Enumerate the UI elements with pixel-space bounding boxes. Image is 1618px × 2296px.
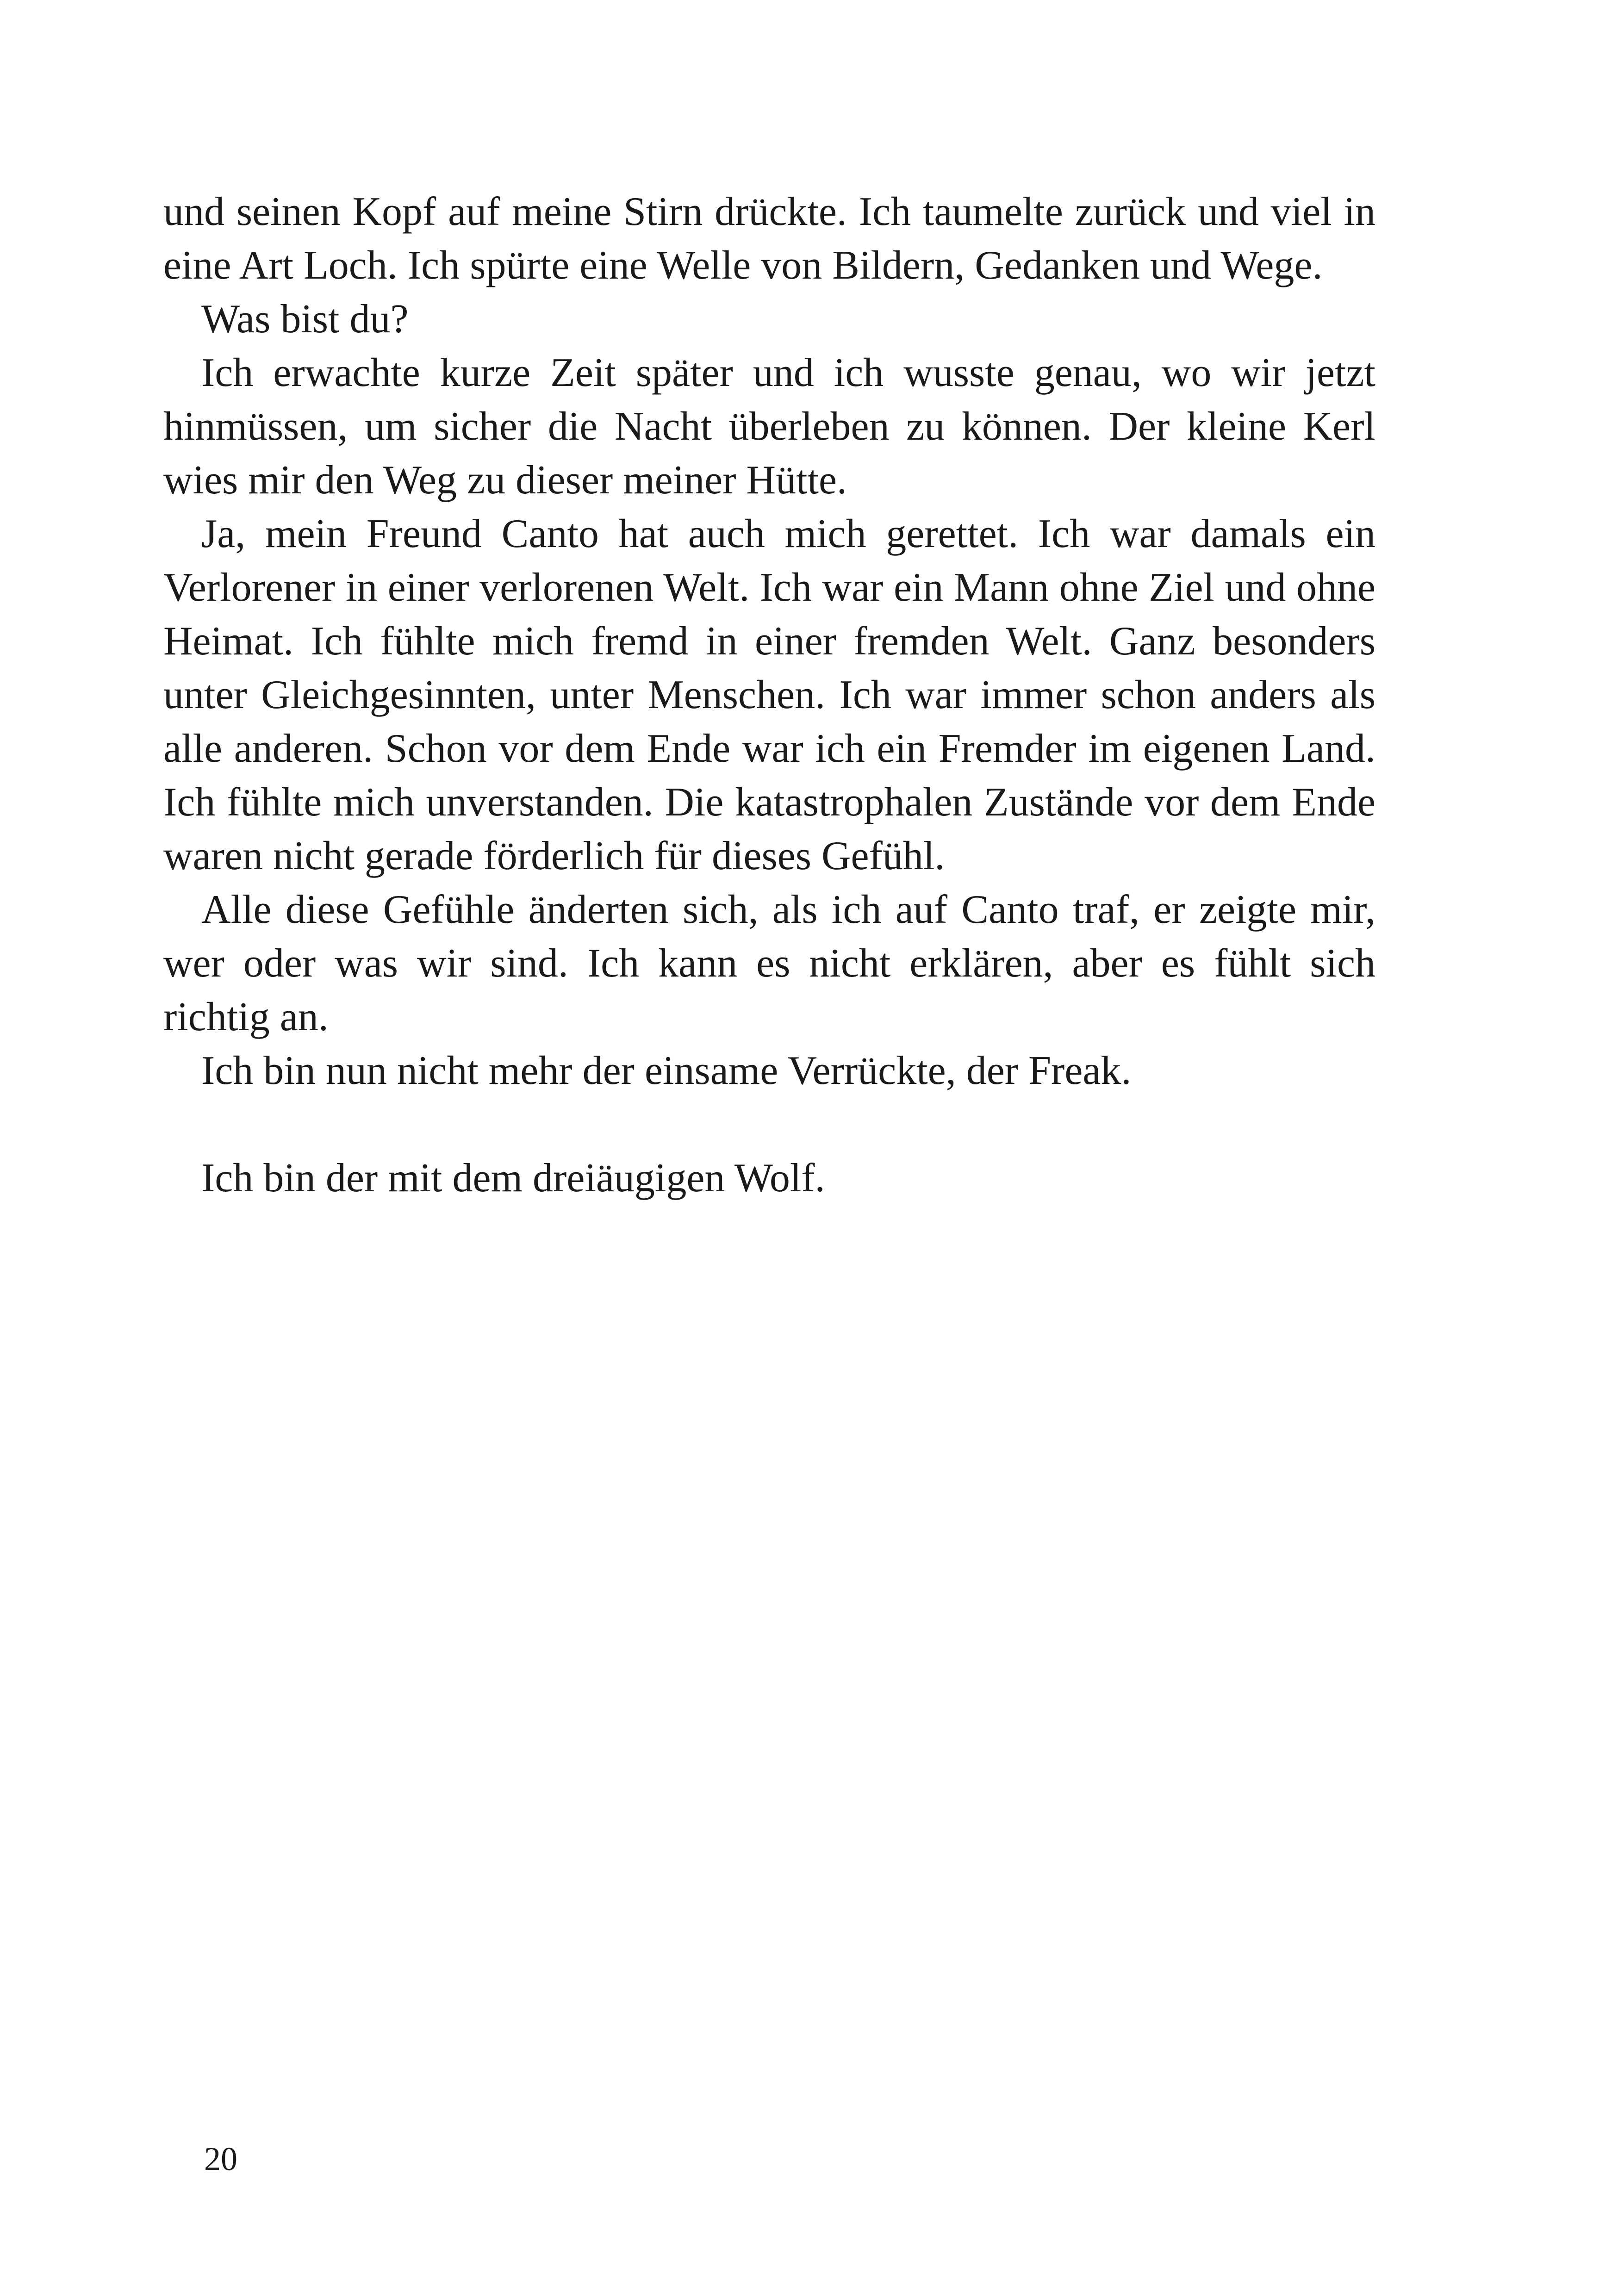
paragraph-continuation: und seinen Kopf auf meine Stirn drückte. Ich taumelte zurück und viel in eine Art Loch. Ich spürte eine Welle von Bildern, Gedanken und Wege. [163,189,1375,288]
paragraph-canto-rescue: Ja, mein Freund Canto hat auch mich gerettet. Ich war damals ein Verlorener in einer verlorenen Welt. Ich war ein Mann ohne Ziel und ohne Heimat. Ich fühlte mich fremd in einer fremden Welt. Ganz besonders unter Gleichgesinnten, unter Menschen. Ich war immer schon anders als alle anderen. Schon vor dem Ende war ich ein Fremder im eigenen Land. Ich fühlte mich unverstanden. Die katastrophalen Zustände vor dem Ende waren nicht gerade förderlich für dieses Gefühl. [163,511,1375,878]
page-number: 20 [204,2140,237,2178]
paragraph-not-freak: Ich bin nun nicht mehr der einsame Verrückte, der Freak. [201,1048,1132,1093]
blank-line-spacer [163,1098,1375,1151]
body-text [163,185,1375,1205]
paragraph-feelings-changed: Alle diese Gefühle änderten sich, als ich auf Canto traf, er zeigte mir, wer oder was wir sind. Ich kann es nicht erklären, aber es fühlt sich richtig an. [163,887,1375,1039]
paragraph-three-eyed-wolf: Ich bin der mit dem dreiäugigen Wolf. [201,1156,825,1201]
paragraph-question: Was bist du? [201,297,409,342]
paragraph-awakening: Ich erwachte kurze Zeit später und ich wusste genau, wo wir jetzt hinmüssen, um sicher die Nacht überleben zu können. Der kleine Kerl wies mir den Weg zu dieser meiner Hütte. [163,350,1375,503]
